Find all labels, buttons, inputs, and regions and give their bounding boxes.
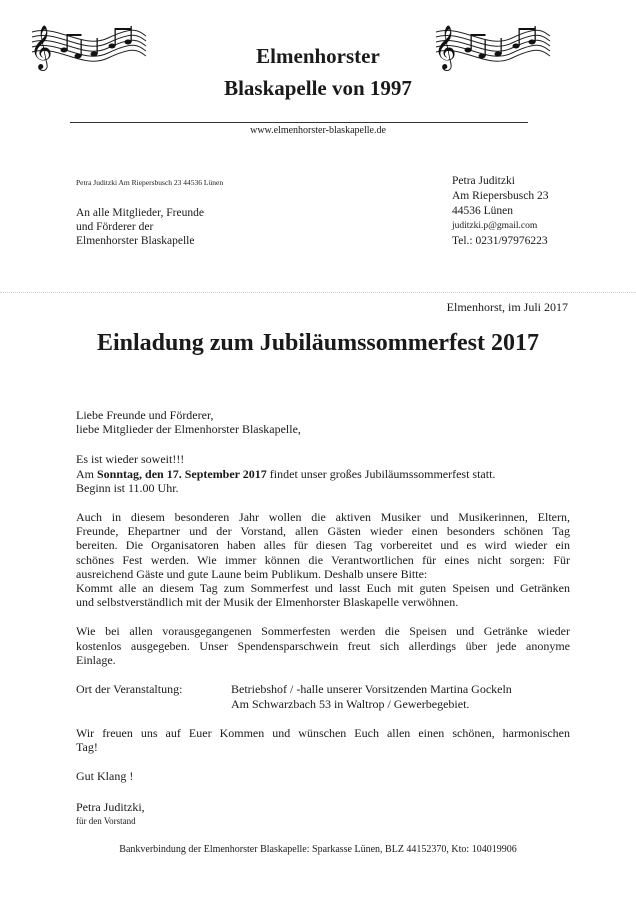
paragraph-catering xyxy=(76,624,570,667)
contact-city: 44536 Lünen xyxy=(452,205,514,217)
recipient-line: An alle Mitglieder, Freunde xyxy=(76,207,204,219)
music-notes-logo-left xyxy=(28,20,148,80)
letter-heading: Einladung zum Jubiläumssommerfest 2017 xyxy=(96,330,540,356)
intro-prefix: Am xyxy=(76,466,97,481)
paragraph-line: Freunde, Ehepartner und der Vorstand, allen Gästen wieder einen besonders schönen Tag xyxy=(76,524,570,539)
contact-block xyxy=(452,174,548,249)
paragraph-line: bereiten. Die Organisatoren haben alles für diesen Tag vorbereitet und es wird wieder ein xyxy=(76,538,570,553)
contact-phone: Tel.: 0231/97976223 xyxy=(452,235,548,247)
paragraph-line: kostenlos ausgegeben. Unser Spendensparschwein freut sich allerdings über jede anonyme xyxy=(76,638,570,653)
venue-address-line: Betriebshof / -halle unserer Vorsitzenden Martina Gockeln xyxy=(231,682,512,697)
website-link[interactable]: www.elmenhorster-blaskapelle.de xyxy=(250,125,386,136)
paragraph-line: schönes Fest werden. Wie immer können die Verantwortlichen für eines nicht sorgen: Für xyxy=(76,552,570,567)
paragraph-line: Einlage. xyxy=(76,652,116,667)
paragraph-invitation xyxy=(76,510,570,609)
salutation-line: liebe Mitglieder der Elmenhorster Blaskapelle, xyxy=(76,422,301,437)
bank-details: Bankverbindung der Elmenhorster Blaskapelle: Sparkasse Lünen, BLZ 44152370, Kto: 104019906 xyxy=(119,844,517,855)
paragraph-line: Wie bei allen vorausgegangenen Sommerfesten werden die Speisen und Getränke wieder xyxy=(76,624,570,639)
svg-text:𝄞: 𝄞 xyxy=(30,25,53,69)
contact-email[interactable]: juditzki.p@gmail.com xyxy=(452,221,538,231)
venue-label: Ort der Veranstaltung: xyxy=(76,682,183,697)
signature xyxy=(76,800,570,828)
signature-role: für den Vorstand xyxy=(76,815,136,826)
intro-suffix: findet unser großes Jubiläumssommerfest statt. xyxy=(266,466,496,481)
recipient-line: und Förderer der xyxy=(76,221,154,233)
contact-name: Petra Juditzki xyxy=(452,175,515,187)
recipient-address xyxy=(76,206,204,248)
header-divider xyxy=(70,122,528,123)
event-date-line xyxy=(76,467,570,481)
event-date: Sonntag, den 17. September 2017 xyxy=(97,466,267,481)
start-time: Beginn ist 11.00 Uhr. xyxy=(76,480,179,495)
venue xyxy=(76,682,570,712)
letter-body xyxy=(76,408,570,828)
closing-line: Wir freuen uns auf Euer Kommen und wünschen Euch allen einen schönen, harmonischen xyxy=(76,726,570,741)
intro-line: Es ist wieder soweit!!! xyxy=(76,452,185,467)
paragraph-line: ausreichend Gäste und gute Laune beim Publikum. Deshalb unsere Bitte: xyxy=(76,566,428,581)
paragraph-line: Kommt alle an diesem Tag zum Sommerfest und lasst Euch mit guten Speisen und Getränken xyxy=(76,581,570,596)
intro xyxy=(76,452,570,495)
signature-name: Petra Juditzki, xyxy=(76,799,145,814)
paragraph-line: und selbstverständlich mit der Musik der Elmenhorster Blaskapelle verwöhnen. xyxy=(76,595,459,610)
salutation-line: Liebe Freunde und Förderer, xyxy=(76,408,214,422)
contact-street: Am Riepersbusch 23 xyxy=(452,190,549,202)
recipient-line: Elmenhorster Blaskapelle xyxy=(76,235,195,247)
svg-text:𝄞: 𝄞 xyxy=(434,25,457,69)
fold-line xyxy=(0,292,636,293)
letterhead-title-line2: Blaskapelle von 1997 xyxy=(224,76,412,100)
greeting: Gut Klang ! xyxy=(76,769,134,784)
letterhead-title-line1: Elmenhorster xyxy=(256,44,380,68)
venue-address-line: Am Schwarzbach 53 in Waltrop / Gewerbegebiet. xyxy=(231,697,470,712)
closing-line: Tag! xyxy=(76,740,98,755)
salutation xyxy=(76,408,570,436)
paragraph-line: Auch in diesem besonderen Jahr wollen die aktiven Musiker und Musikerinnen, Eltern, xyxy=(76,510,570,525)
place-date: Elmenhorst, im Juli 2017 xyxy=(446,300,568,314)
closing xyxy=(76,726,570,754)
sender-return-line: Petra Juditzki Am Riepersbusch 23 44536 Lünen xyxy=(76,178,224,187)
